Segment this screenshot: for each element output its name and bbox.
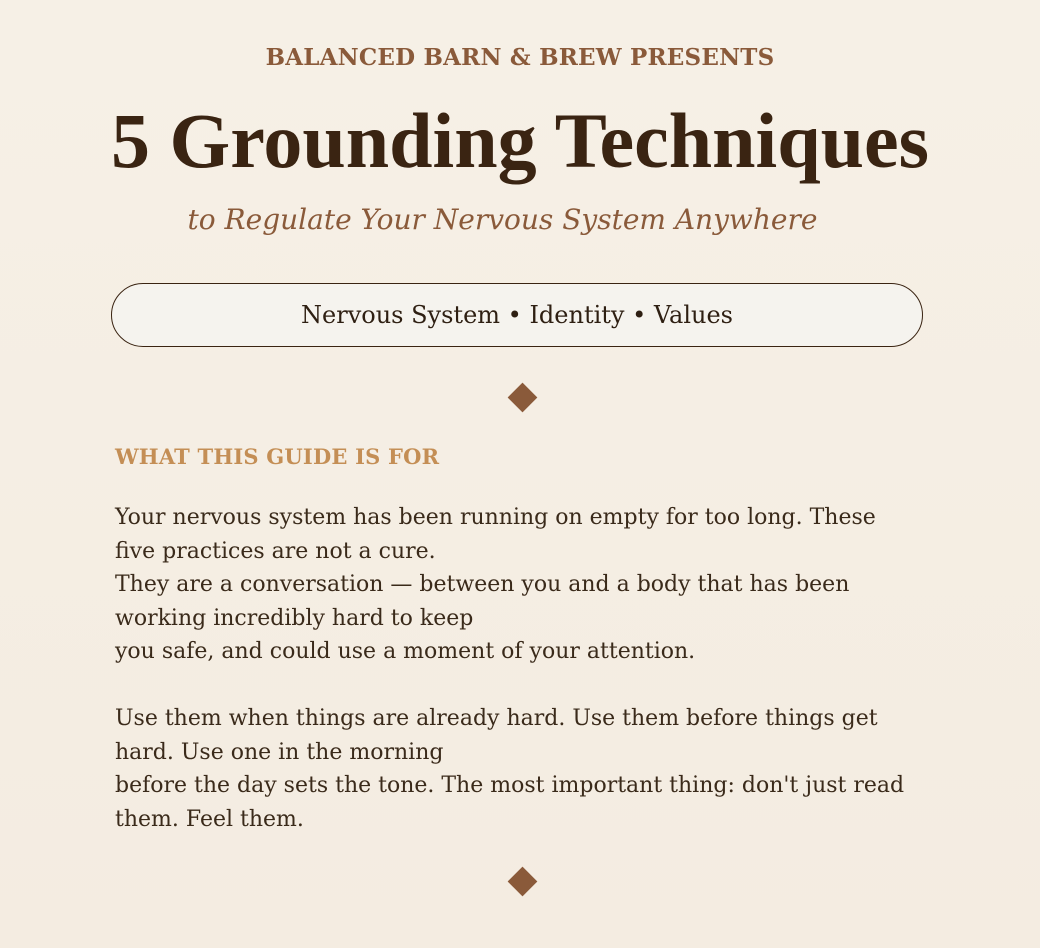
- paragraph-line: They are a conversation — between you and a body that has been: [115, 572, 850, 597]
- paragraph-line: working incredibly hard to keep: [115, 605, 474, 631]
- divider-diamond-icon: [508, 867, 538, 897]
- paragraph-line: hard. Use one in the morning: [115, 739, 444, 765]
- paragraph-line: five practices are not a cure.: [115, 538, 436, 564]
- topic-tags-label: Nervous System • Identity • Values: [301, 301, 733, 329]
- topic-tags-pill: [111, 283, 923, 347]
- paragraph-line: you safe, and could use a moment of your attention.: [115, 639, 696, 664]
- page-subtitle: to Regulate Your Nervous System Anywhere: [187, 203, 818, 236]
- paragraph-line: Use them when things are already hard. Use them before things get: [115, 706, 878, 731]
- divider-diamond-icon: [508, 383, 538, 413]
- eyebrow-presenter: BALANCED BARN & BREW PRESENTS: [265, 44, 775, 71]
- paragraph-line: Your nervous system has been running on empty for too long. These: [115, 505, 876, 530]
- intro-paragraph-1: [115, 501, 915, 669]
- intro-paragraph-2: [115, 702, 915, 836]
- paragraph-line: before the day sets the tone. The most important thing: don't just read: [115, 773, 905, 798]
- page-title: 5 Grounding Techniques: [111, 97, 929, 184]
- paragraph-line: them. Feel them.: [115, 806, 304, 832]
- section-heading: WHAT THIS GUIDE IS FOR: [115, 444, 440, 469]
